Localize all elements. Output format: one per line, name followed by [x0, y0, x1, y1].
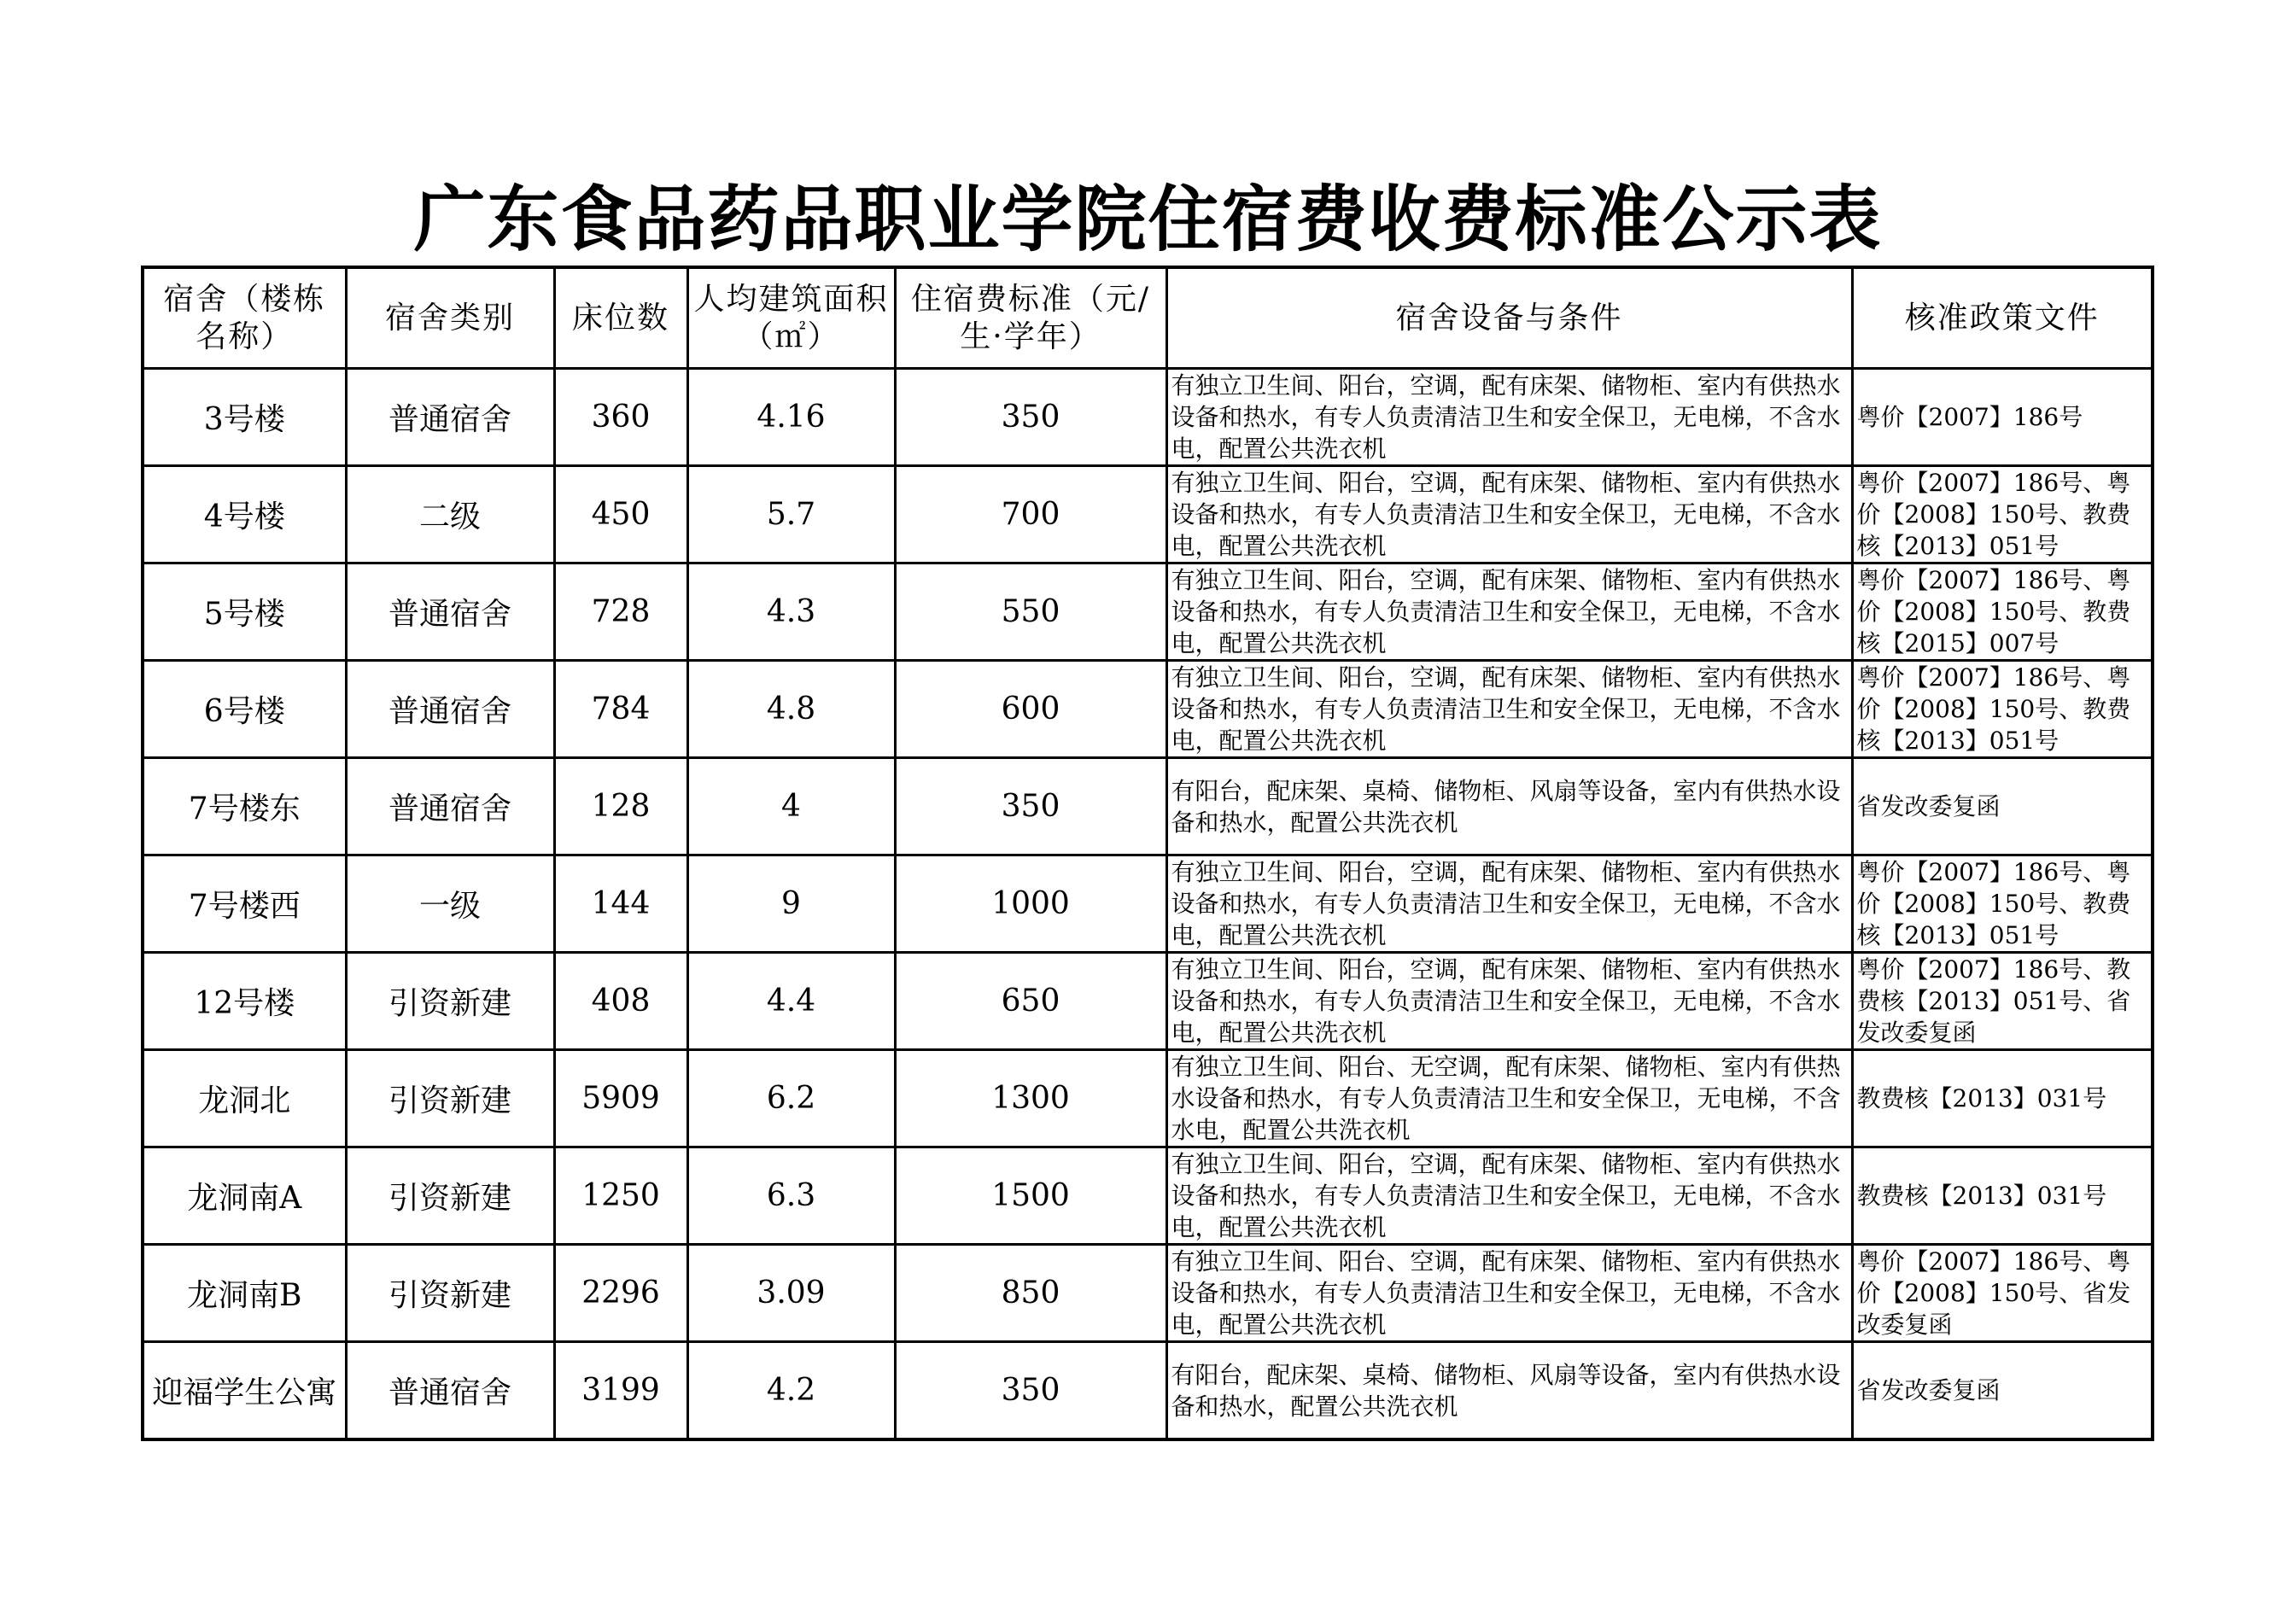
fee-cell: 850 [895, 1245, 1166, 1342]
building-cell: 龙洞北 [143, 1050, 346, 1147]
policy-cell: 省发改委复函 [1852, 1342, 2153, 1440]
building-cell: 龙洞南B [143, 1245, 346, 1342]
type-cell: 普通宿舍 [346, 563, 554, 661]
header-row [143, 267, 2153, 369]
policy-cell: 粤价【2007】186号、粤价【2008】150号、省发改委复函 [1852, 1245, 2153, 1342]
area-cell: 4.8 [687, 661, 895, 758]
building-cell: 7号楼西 [143, 855, 346, 953]
type-cell: 二级 [346, 466, 554, 563]
policy-cell: 粤价【2007】186号、教费核【2013】051号、省发改委复函 [1852, 953, 2153, 1050]
fee-cell: 1000 [895, 855, 1166, 953]
header-policy: 核准政策文件 [1852, 267, 2153, 369]
header-fee: 住宿费标准（元/生·学年） [895, 267, 1166, 369]
facilities-cell: 有独立卫生间、阳台，空调，配有床架、储物柜、室内有供热水设备和热水，有专人负责清洁卫生和安全保卫，无电梯，不含水电，配置公共洗衣机 [1166, 1147, 1852, 1245]
facilities-cell: 有独立卫生间、阳台、无空调，配有床架、储物柜、室内有供热水设备和热水，有专人负责清洁卫生和安全保卫，无电梯，不含水电，配置公共洗衣机 [1166, 1050, 1852, 1147]
beds-cell: 408 [554, 953, 687, 1050]
beds-cell: 360 [554, 369, 687, 466]
fee-table [141, 266, 2154, 1441]
facilities-cell: 有阳台，配床架、桌椅、储物柜、风扇等设备，室内有供热水设备和热水，配置公共洗衣机 [1166, 1342, 1852, 1440]
building-cell: 4号楼 [143, 466, 346, 563]
table-row [143, 1147, 2153, 1245]
area-cell: 6.2 [687, 1050, 895, 1147]
facilities-cell: 有独立卫生间、阳台，空调，配有床架、储物柜、室内有供热水设备和热水，有专人负责清洁卫生和安全保卫，无电梯，不含水电，配置公共洗衣机 [1166, 369, 1852, 466]
table-row [143, 1245, 2153, 1342]
area-cell: 4.16 [687, 369, 895, 466]
header-type: 宿舍类别 [346, 267, 554, 369]
type-cell: 一级 [346, 855, 554, 953]
table-row [143, 661, 2153, 758]
beds-cell: 450 [554, 466, 687, 563]
fee-cell: 650 [895, 953, 1166, 1050]
facilities-cell: 有独立卫生间、阳台，空调，配有床架、储物柜、室内有供热水设备和热水，有专人负责清洁卫生和安全保卫，无电梯，不含水电，配置公共洗衣机 [1166, 855, 1852, 953]
fee-cell: 1300 [895, 1050, 1166, 1147]
building-cell: 12号楼 [143, 953, 346, 1050]
type-cell: 普通宿舍 [346, 661, 554, 758]
facilities-cell: 有独立卫生间、阳台，空调，配有床架、储物柜、室内有供热水设备和热水，有专人负责清洁卫生和安全保卫，无电梯，不含水电，配置公共洗衣机 [1166, 466, 1852, 563]
policy-cell: 粤价【2007】186号、粤价【2008】150号、教费核【2013】051号 [1852, 466, 2153, 563]
policy-cell: 粤价【2007】186号、粤价【2008】150号、教费核【2015】007号 [1852, 563, 2153, 661]
table-row [143, 758, 2153, 855]
beds-cell: 3199 [554, 1342, 687, 1440]
table-row [143, 855, 2153, 953]
facilities-cell: 有独立卫生间、阳台，空调，配有床架、储物柜、室内有供热水设备和热水，有专人负责清洁卫生和安全保卫，无电梯，不含水电，配置公共洗衣机 [1166, 953, 1852, 1050]
fee-cell: 550 [895, 563, 1166, 661]
header-building: 宿舍（楼栋名称） [143, 267, 346, 369]
facilities-cell: 有独立卫生间、阳台，空调，配有床架、储物柜、室内有供热水设备和热水，有专人负责清洁卫生和安全保卫，无电梯，不含水电，配置公共洗衣机 [1166, 661, 1852, 758]
type-cell: 引资新建 [346, 1245, 554, 1342]
fee-cell: 350 [895, 1342, 1166, 1440]
table-row [143, 563, 2153, 661]
beds-cell: 5909 [554, 1050, 687, 1147]
building-cell: 7号楼东 [143, 758, 346, 855]
fee-cell: 350 [895, 369, 1166, 466]
beds-cell: 144 [554, 855, 687, 953]
facilities-cell: 有独立卫生间、阳台，空调，配有床架、储物柜、室内有供热水设备和热水，有专人负责清洁卫生和安全保卫，无电梯，不含水电，配置公共洗衣机 [1166, 563, 1852, 661]
building-cell: 6号楼 [143, 661, 346, 758]
type-cell: 引资新建 [346, 953, 554, 1050]
header-facilities: 宿舍设备与条件 [1166, 267, 1852, 369]
fee-cell: 350 [895, 758, 1166, 855]
area-cell: 5.7 [687, 466, 895, 563]
table-row [143, 369, 2153, 466]
fee-cell: 1500 [895, 1147, 1166, 1245]
beds-cell: 784 [554, 661, 687, 758]
type-cell: 引资新建 [346, 1147, 554, 1245]
table-row [143, 1050, 2153, 1147]
area-cell: 4.3 [687, 563, 895, 661]
beds-cell: 1250 [554, 1147, 687, 1245]
policy-cell: 粤价【2007】186号 [1852, 369, 2153, 466]
type-cell: 引资新建 [346, 1050, 554, 1147]
type-cell: 普通宿舍 [346, 369, 554, 466]
area-cell: 4.4 [687, 953, 895, 1050]
beds-cell: 2296 [554, 1245, 687, 1342]
fee-cell: 700 [895, 466, 1166, 563]
area-cell: 6.3 [687, 1147, 895, 1245]
building-cell: 龙洞南A [143, 1147, 346, 1245]
page-title: 广东食品药品职业学院住宿费收费标准公示表 [413, 178, 1883, 261]
area-cell: 9 [687, 855, 895, 953]
building-cell: 迎福学生公寓 [143, 1342, 346, 1440]
policy-cell: 省发改委复函 [1852, 758, 2153, 855]
building-cell: 5号楼 [143, 563, 346, 661]
policy-cell: 教费核【2013】031号 [1852, 1050, 2153, 1147]
facilities-cell: 有独立卫生间、阳台、空调，配有床架、储物柜、室内有供热水设备和热水，有专人负责清洁卫生和安全保卫，无电梯，不含水电，配置公共洗衣机 [1166, 1245, 1852, 1342]
beds-cell: 128 [554, 758, 687, 855]
area-cell: 3.09 [687, 1245, 895, 1342]
policy-cell: 粤价【2007】186号、粤价【2008】150号、教费核【2013】051号 [1852, 855, 2153, 953]
building-cell: 3号楼 [143, 369, 346, 466]
facilities-cell: 有阳台，配床架、桌椅、储物柜、风扇等设备，室内有供热水设备和热水，配置公共洗衣机 [1166, 758, 1852, 855]
table-row [143, 953, 2153, 1050]
header-beds: 床位数 [554, 267, 687, 369]
table-row [143, 466, 2153, 563]
header-area: 人均建筑面积（㎡） [687, 267, 895, 369]
policy-cell: 教费核【2013】031号 [1852, 1147, 2153, 1245]
area-cell: 4.2 [687, 1342, 895, 1440]
type-cell: 普通宿舍 [346, 1342, 554, 1440]
fee-cell: 600 [895, 661, 1166, 758]
policy-cell: 粤价【2007】186号、粤价【2008】150号、教费核【2013】051号 [1852, 661, 2153, 758]
type-cell: 普通宿舍 [346, 758, 554, 855]
area-cell: 4 [687, 758, 895, 855]
table-row [143, 1342, 2153, 1440]
beds-cell: 728 [554, 563, 687, 661]
